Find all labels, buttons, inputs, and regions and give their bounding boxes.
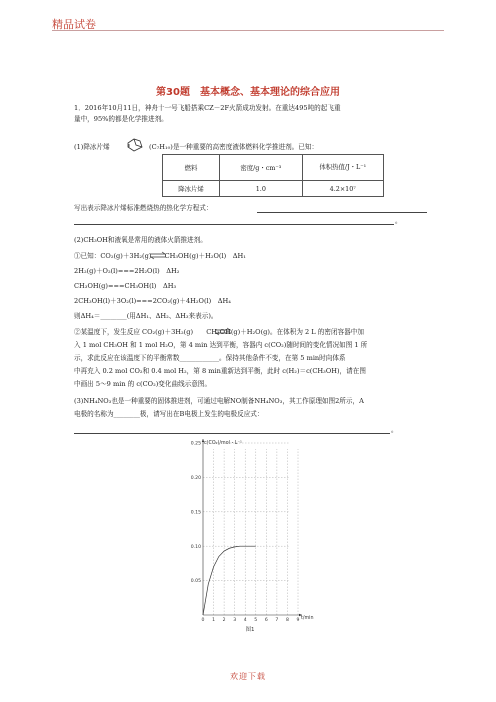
x-tick-label: 6: [264, 618, 268, 623]
y-axis-label: c(CO₂)/mol・L⁻¹: [204, 441, 242, 446]
footer-label: 欢迎下载: [230, 672, 266, 681]
equation-4: 2CH₃OH(l)＋3O₂(l)===2CO₂(g)＋4H₂O(l) ΔH₄: [74, 297, 231, 305]
part3-line1: (3)NH₄NO₃也是一种重要的固体推进剂，可通过电解NO制备NH₄NO₃，其工作原理如图2所示，A: [74, 397, 364, 405]
x-tick-label: 5: [254, 618, 258, 623]
x-tick-label: 7: [275, 618, 279, 623]
x-tick-label: 2: [222, 618, 226, 623]
q1-intro-line2: 量中，95%的都是化学推进剂。: [74, 115, 168, 123]
equation-then: 则ΔH₄＝________(用ΔH₁、ΔH₂、ΔH₃来表示)。: [74, 312, 218, 320]
y-tick-label: 0.15: [190, 510, 201, 516]
part2-intro: (2)CH₃OH和液氧是常用的液体火箭推进剂。: [74, 236, 207, 244]
x-tick-label: 3: [233, 618, 237, 623]
page-title: 第30题 基本概念、基本理论的综合应用: [156, 87, 340, 98]
y-tick-label: 0.25: [190, 441, 201, 447]
reversible-arrow-icon: [149, 251, 167, 260]
header-rule: [52, 30, 444, 31]
x-axis-label: t/min: [301, 616, 314, 621]
answer-blank-2: [74, 224, 394, 225]
period-1: 。: [395, 217, 402, 225]
equation-known: ①已知：CO₂(g)＋3H₂(g) CH₃OH(g)＋H₂O(l) ΔH₁: [74, 252, 246, 260]
q1-intro-line1: 1．2016年10月11日，神舟十一号飞船搭乘CZ－2F火箭成功发射。在重达495吨的起飞重: [74, 104, 341, 112]
equation-3: CH₃OH(g)===CH₃OH(l) ΔH₃: [74, 282, 177, 290]
header-label: 精品试卷: [52, 18, 96, 31]
figure-caption: 图1: [245, 627, 255, 633]
table-cell-heat: 4.2×10⁷: [302, 181, 383, 197]
figure1-chart: [180, 432, 330, 637]
x-tick-label: 0: [201, 618, 205, 623]
y-tick-label: 0.05: [190, 579, 201, 585]
fuel-table: [162, 154, 384, 197]
part2-line1: ②某温度下，发生反应 CO₂(g)＋3H₂(g) CH₃OH(g)＋H₂O(g)。在体积为 2 L 的密闭容器中加: [74, 328, 364, 336]
table-header-heat: 体积热值/J・L⁻¹: [302, 155, 383, 181]
period-2: 。: [391, 426, 398, 434]
series-line: [203, 546, 256, 615]
x-tick-label: 4: [243, 618, 247, 623]
y-tick-label: 0.10: [190, 544, 201, 550]
part2-line3: 示，求此反应在该温度下的平衡常数____________。保持其他条件不变，在第 5 min时向体系: [74, 354, 346, 362]
y-tick-label: 0.20: [190, 476, 201, 481]
part1-suffix: 是一种重要的高密度液体燃料化学推进剂。已知：: [173, 143, 319, 151]
part2-line5: 中画出 5～9 min 的 c(CO₂)变化曲线示意图。: [74, 380, 212, 388]
equation-2: 2H₂(g)＋O₂(l)===2H₂O(l) ΔH₂: [74, 267, 180, 275]
x-tick-label: 8: [285, 618, 289, 623]
x-tick-label: 1: [212, 618, 216, 623]
answer-blank-1: [257, 212, 427, 213]
part1-prefix: (1)降冰片烯: [74, 143, 110, 151]
reversible-arrow-icon-2: [214, 327, 232, 336]
table-cell-fuel: 降冰片烯: [163, 181, 220, 197]
x-tick-label: 9: [296, 618, 300, 623]
part1-formula: (C₇H₁₀): [149, 143, 173, 151]
part3-line2: 电极的名称为________极，请写出在B电极上发生的电极反应式：: [74, 410, 264, 418]
part2-line2: 入 1 mol CH₃OH 和 1 mol H₂O，第 4 min 达到平衡，容器内 c(CO₂)随时间的变化情况如图 1 所: [74, 341, 368, 349]
part2-line4: 中再充入 0.2 mol CO₂和 0.4 mol H₂，第 8 min重新达到平衡，此时 c(H₂)＝c(CH₃OH)，请在图: [74, 367, 366, 375]
table-header-density: 密度/g・cm⁻³: [220, 155, 302, 181]
part1-ask: 写出表示降冰片烯标准燃烧热的热化学方程式：: [74, 204, 213, 212]
table-header-fuel: 燃料: [163, 155, 220, 181]
table-cell-density: 1.0: [220, 181, 302, 197]
norbornene-structure-icon: [126, 133, 148, 155]
